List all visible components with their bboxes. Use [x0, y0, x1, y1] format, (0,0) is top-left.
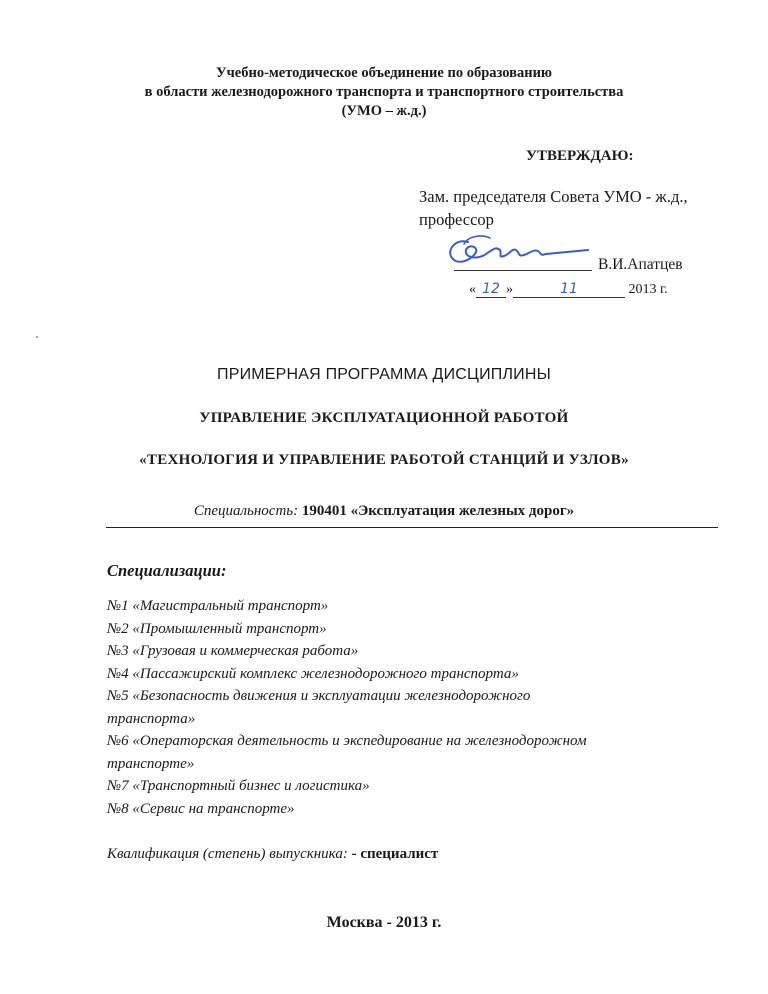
header-line-1: Учебно-методическое объединение по образованию — [215, 65, 553, 81]
header-line-3: (УМО – ж.д.) — [341, 103, 427, 119]
document-title: ПРИМЕРНАЯ ПРОГРАММА ДИСЦИПЛИНЫ — [217, 366, 551, 383]
list-item: №7 «Транспортный бизнес и логистика» — [107, 778, 370, 794]
specialty-divider — [106, 527, 718, 528]
specialty-value: 190401 «Эксплуатация железных дорог» — [301, 503, 575, 519]
signature-line — [454, 270, 592, 271]
approval-heading: УТВЕРЖДАЮ: — [526, 148, 634, 164]
discipline-subtitle: «ТЕХНОЛОГИЯ И УПРАВЛЕНИЕ РАБОТОЙ СТАНЦИЙ И УЗЛОВ» — [139, 452, 629, 468]
list-item: №8 «Сервис на транспорте» — [107, 800, 295, 817]
approver-position — [419, 185, 688, 231]
date-open-quote: « — [469, 282, 476, 297]
header-line-2: в области железнодорожного транспорта и транспортного строительства — [144, 84, 624, 100]
list-item: №6 «Операторская деятельность и экспедирование на железнодорожном — [107, 733, 587, 749]
handwritten-signature — [438, 228, 598, 272]
list-item: транспорте» — [107, 755, 195, 772]
list-item: №4 «Пассажирский комплекс железнодорожного транспорта» — [107, 665, 519, 682]
list-item: №3 «Грузовая и коммерческая работа» — [107, 643, 359, 659]
approver-position-line-2: профессор — [419, 210, 494, 229]
date-month: 11 — [513, 281, 625, 298]
specializations-list — [107, 595, 727, 820]
list-item: №1 «Магистральный транспорт» — [107, 598, 329, 614]
specialty — [0, 503, 768, 520]
date-year: 2013 г. — [628, 282, 668, 297]
date-close-quote: » — [506, 282, 513, 297]
scan-speck — [36, 336, 38, 338]
list-item: №5 «Безопасность движения и эксплуатации железнодорожного — [107, 688, 531, 704]
list-item: №2 «Промышленный транспорт» — [107, 620, 327, 637]
qualification — [107, 846, 438, 863]
approver-position-line-1: Зам. председателя Совета УМО - ж.д., — [419, 187, 688, 206]
list-item: транспорта» — [107, 710, 196, 727]
qualification-value: - специалист — [351, 846, 439, 862]
signatory-name: В.И.Апатцев — [598, 256, 683, 273]
specialty-label: Специальность: — [193, 503, 299, 519]
date-day: 12 — [476, 281, 506, 298]
specializations-heading: Специализации: — [107, 561, 227, 580]
discipline-title: УПРАВЛЕНИЕ ЭКСПЛУАТАЦИОННОЙ РАБОТОЙ — [199, 410, 569, 426]
city-year: Москва - 2013 г. — [326, 914, 442, 931]
approval-date — [469, 281, 668, 298]
qualification-label: Квалификация (степень) выпускника: — [107, 846, 348, 862]
